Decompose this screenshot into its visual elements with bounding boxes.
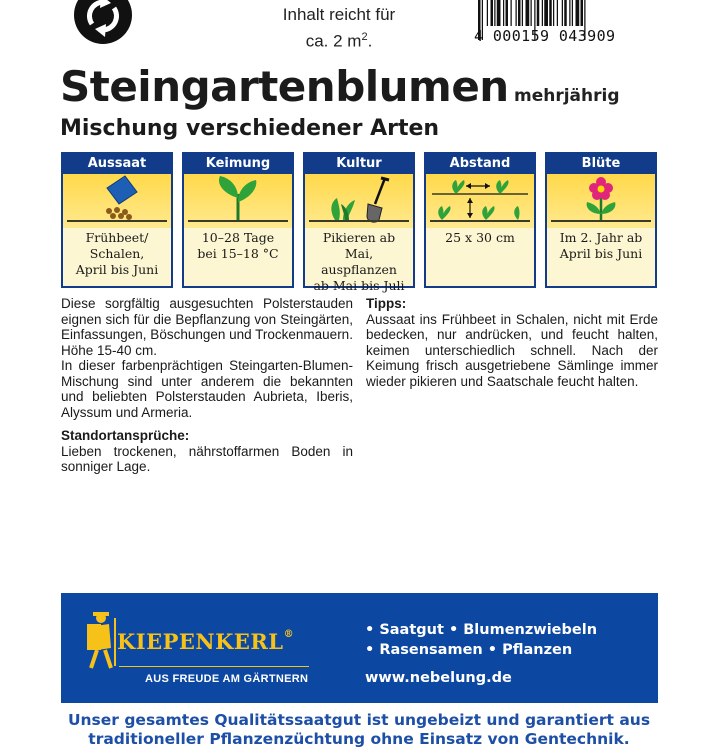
panel-text: Pikieren ab Mai, auspflanzen ab Mai bis Juli (313, 230, 405, 293)
panel-aussaat (61, 152, 173, 288)
content-amount-note (250, 4, 428, 53)
barcode-bar (531, 0, 532, 26)
panel-header: Aussaat (63, 154, 171, 174)
quality-statement (30, 711, 688, 749)
barcode-bar (544, 0, 548, 26)
soil-line (67, 220, 167, 222)
brand-banner (61, 593, 658, 703)
description-mix: In dieser farbenprächtigen Steingarten-Blumen-Mischung sind unter anderem die bekannten und beliebten Polsterstauden Aubrieta, Iberis, Alyssum und Armeria. (61, 358, 353, 420)
brand-logo-text: KIEPENKERL® (117, 629, 295, 654)
panel-kultur (303, 152, 415, 293)
website-link[interactable]: www.nebelung.de (365, 670, 512, 686)
barcode-bar (511, 0, 512, 26)
panel-bluete (545, 152, 657, 288)
soil-line (430, 220, 530, 222)
product-range-line1: • Saatgut • Blumenzwiebeln (365, 622, 598, 638)
barcode-bar (491, 0, 494, 26)
brand-divider (119, 666, 309, 667)
barcode-bar (487, 0, 488, 26)
product-title-suffix: mehrjährig (514, 86, 620, 106)
panel-header: Blüte (547, 154, 655, 174)
barcode-bar (503, 0, 504, 26)
barcode-bar (494, 0, 495, 26)
barcode-bar (518, 0, 521, 26)
barcode-bar (557, 0, 558, 26)
product-title: Steingartenblumen (60, 62, 509, 111)
product-range-list (365, 620, 597, 660)
green-dot-recycling-logo (74, 0, 132, 44)
barcode-bar (572, 0, 573, 26)
brand-slogan: AUS FREUDE AM GÄRTNERN (145, 673, 309, 685)
content-note-line1: Inhalt reicht für (282, 5, 396, 24)
barcode-bar (497, 0, 501, 26)
cultivation-info-panels (61, 152, 658, 293)
soil-line (551, 220, 651, 222)
barcode-bar (581, 0, 584, 26)
plant-height: Höhe 15-40 cm. (61, 342, 158, 358)
content-note-line2: ca. 2 $m^2$. (305, 31, 373, 51)
panel-text: Im 2. Jahr ab April bis Juni (559, 230, 643, 261)
barcode-bar (562, 0, 563, 26)
tips-heading: Tipps: (366, 296, 407, 311)
quality-statement-line2: traditioneller Pflanzenzüchtung ohne Einsatz von Gentechnik. (88, 730, 630, 748)
description-column (61, 296, 353, 475)
product-subtitle: Mischung verschiedener Arten (60, 116, 440, 141)
tips-column (366, 296, 658, 389)
barcode-bar (564, 0, 567, 26)
barcode-bar (537, 0, 540, 26)
location-text: Lieben trockenen, nährstoffarmen Boden in sonniger Lage. (61, 443, 353, 474)
recycling-arrows-icon (74, 0, 132, 44)
barcode-bar (516, 0, 517, 26)
barcode-bar (549, 0, 552, 26)
panel-text: 25 x 30 cm (445, 230, 515, 245)
barcode-bar (522, 0, 523, 26)
barcode-bar (553, 0, 554, 26)
barcode-bar (576, 0, 580, 26)
barcode-bar (569, 0, 570, 26)
kiepenkerl-figure-icon (81, 610, 121, 670)
panel-keimung (182, 152, 294, 288)
description-intro: Diese sorgfältig ausgesuchten Polsterstauden eignen sich für die Bepflanzung von Steingärten, Einfassungen, Böschungen und Trockenmauern. (61, 296, 353, 342)
panel-text: 10–28 Tage bei 15–18 °C (197, 230, 279, 261)
tips-text: Aussaat ins Frühbeet in Schalen, nicht mit Erde bedecken, nur andrücken, und feucht halten, keimen unterschiedlich schnell. Nach der Keimung frisch ausgetriebene Sämlinge immer wieder pikieren und Saatschale feucht halten. (366, 311, 658, 389)
location-heading: Standortansprüche: (61, 428, 190, 443)
soil-line (188, 220, 288, 222)
panel-header: Kultur (305, 154, 413, 174)
product-range-line2: • Rasensamen • Pflanzen (365, 642, 573, 658)
panel-header: Keimung (184, 154, 292, 174)
panel-text: Frühbeet/ Schalen, April bis Juni (75, 230, 159, 277)
barcode-digits: 4 000159 043909 (474, 27, 616, 45)
soil-line (309, 220, 409, 222)
panel-header: Abstand (426, 154, 534, 174)
barcode-bar (526, 0, 530, 26)
barcode-bar (542, 0, 543, 26)
barcode-bar (506, 0, 509, 26)
panel-abstand (424, 152, 536, 288)
quality-statement-line1: Unser gesamtes Qualitätssaatgut ist ungebeizt und garantiert aus (67, 711, 651, 729)
